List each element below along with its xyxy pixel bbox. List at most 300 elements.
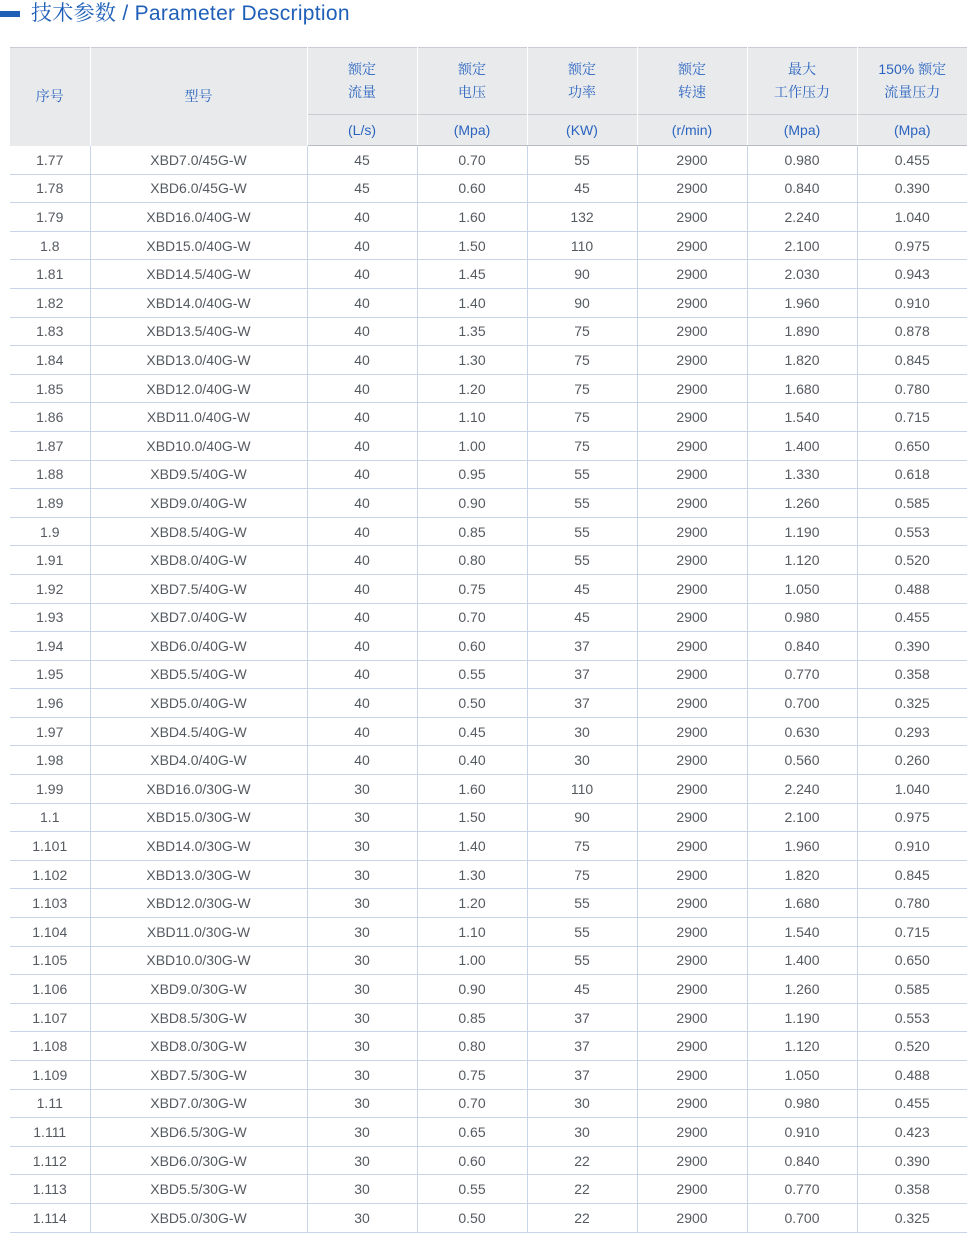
cell-model: XBD6.0/45G-W xyxy=(90,174,307,203)
cell-rated-pressure: 0.60 xyxy=(417,632,527,661)
table-row xyxy=(10,231,967,260)
cell-model: XBD4.0/40G-W xyxy=(90,746,307,775)
table-row xyxy=(10,288,967,317)
cell-rated-flow: 45 xyxy=(307,146,417,175)
cell-rated-flow: 40 xyxy=(307,603,417,632)
cell-max-working-pressure: 0.980 xyxy=(747,603,857,632)
cell-rated-pressure: 0.95 xyxy=(417,460,527,489)
cell-rated-speed: 2900 xyxy=(637,317,747,346)
cell-index: 1.111 xyxy=(10,1118,90,1147)
column-header-rated-pressure: 额定 电压 xyxy=(417,48,527,115)
cell-index: 1.8 xyxy=(10,231,90,260)
column-header-index: 序号 xyxy=(10,48,90,146)
cell-rated-power: 45 xyxy=(527,574,637,603)
cell-model: XBD13.0/30G-W xyxy=(90,860,307,889)
cell-rated-power: 37 xyxy=(527,1003,637,1032)
cell-index: 1.97 xyxy=(10,717,90,746)
cell-index: 1.104 xyxy=(10,918,90,947)
table-row xyxy=(10,146,967,175)
cell-rated-speed: 2900 xyxy=(637,660,747,689)
unit-rated-flow: (L/s) xyxy=(307,115,417,146)
table-row xyxy=(10,1061,967,1090)
cell-150-flow-pressure: 0.325 xyxy=(857,689,967,718)
cell-max-working-pressure: 2.100 xyxy=(747,231,857,260)
cell-rated-flow: 30 xyxy=(307,775,417,804)
cell-rated-flow: 40 xyxy=(307,260,417,289)
cell-rated-power: 30 xyxy=(527,1089,637,1118)
cell-rated-pressure: 0.90 xyxy=(417,489,527,518)
cell-model: XBD8.5/30G-W xyxy=(90,1003,307,1032)
cell-rated-pressure: 1.20 xyxy=(417,374,527,403)
cell-max-working-pressure: 1.260 xyxy=(747,975,857,1004)
cell-rated-flow: 40 xyxy=(307,288,417,317)
cell-index: 1.98 xyxy=(10,746,90,775)
cell-model: XBD15.0/30G-W xyxy=(90,803,307,832)
cell-rated-pressure: 1.10 xyxy=(417,403,527,432)
cell-model: XBD7.0/40G-W xyxy=(90,603,307,632)
column-header-max-working-pressure: 最大 工作压力 xyxy=(747,48,857,115)
table-row xyxy=(10,803,967,832)
cell-rated-flow: 40 xyxy=(307,574,417,603)
cell-rated-speed: 2900 xyxy=(637,1118,747,1147)
cell-rated-pressure: 0.55 xyxy=(417,1175,527,1204)
cell-150-flow-pressure: 0.780 xyxy=(857,374,967,403)
table-row xyxy=(10,1089,967,1118)
cell-150-flow-pressure: 0.650 xyxy=(857,431,967,460)
cell-rated-pressure: 1.00 xyxy=(417,946,527,975)
cell-rated-flow: 40 xyxy=(307,346,417,375)
cell-rated-pressure: 0.70 xyxy=(417,1089,527,1118)
cell-rated-pressure: 0.80 xyxy=(417,1032,527,1061)
cell-150-flow-pressure: 0.650 xyxy=(857,946,967,975)
cell-max-working-pressure: 1.400 xyxy=(747,946,857,975)
cell-rated-power: 37 xyxy=(527,1032,637,1061)
cell-index: 1.101 xyxy=(10,832,90,861)
cell-max-working-pressure: 1.540 xyxy=(747,403,857,432)
cell-rated-power: 22 xyxy=(527,1146,637,1175)
cell-rated-flow: 40 xyxy=(307,431,417,460)
cell-150-flow-pressure: 0.910 xyxy=(857,288,967,317)
cell-150-flow-pressure: 0.293 xyxy=(857,717,967,746)
table-row xyxy=(10,860,967,889)
table-row xyxy=(10,203,967,232)
cell-max-working-pressure: 1.330 xyxy=(747,460,857,489)
table-row xyxy=(10,260,967,289)
cell-rated-flow: 30 xyxy=(307,918,417,947)
cell-rated-speed: 2900 xyxy=(637,231,747,260)
cell-model: XBD6.0/30G-W xyxy=(90,1146,307,1175)
cell-rated-pressure: 0.50 xyxy=(417,1203,527,1232)
cell-max-working-pressure: 0.630 xyxy=(747,717,857,746)
table-row xyxy=(10,317,967,346)
cell-model: XBD14.5/40G-W xyxy=(90,260,307,289)
cell-rated-pressure: 0.60 xyxy=(417,1146,527,1175)
cell-rated-power: 37 xyxy=(527,632,637,661)
cell-rated-pressure: 0.80 xyxy=(417,546,527,575)
cell-150-flow-pressure: 0.878 xyxy=(857,317,967,346)
unit-rated-speed: (r/min) xyxy=(637,115,747,146)
cell-index: 1.93 xyxy=(10,603,90,632)
cell-150-flow-pressure: 0.358 xyxy=(857,1175,967,1204)
cell-rated-speed: 2900 xyxy=(637,174,747,203)
cell-rated-flow: 30 xyxy=(307,860,417,889)
cell-rated-pressure: 0.65 xyxy=(417,1118,527,1147)
table-row xyxy=(10,660,967,689)
cell-rated-pressure: 0.50 xyxy=(417,689,527,718)
table-row xyxy=(10,832,967,861)
cell-max-working-pressure: 0.770 xyxy=(747,1175,857,1204)
cell-model: XBD13.5/40G-W xyxy=(90,317,307,346)
cell-model: XBD12.0/30G-W xyxy=(90,889,307,918)
cell-rated-flow: 40 xyxy=(307,546,417,575)
cell-max-working-pressure: 2.100 xyxy=(747,803,857,832)
table-row xyxy=(10,632,967,661)
cell-index: 1.99 xyxy=(10,775,90,804)
cell-150-flow-pressure: 0.715 xyxy=(857,403,967,432)
parameter-table xyxy=(10,47,967,1233)
cell-rated-flow: 40 xyxy=(307,403,417,432)
cell-rated-flow: 40 xyxy=(307,203,417,232)
cell-model: XBD8.5/40G-W xyxy=(90,517,307,546)
cell-150-flow-pressure: 0.520 xyxy=(857,546,967,575)
cell-150-flow-pressure: 0.975 xyxy=(857,803,967,832)
cell-rated-speed: 2900 xyxy=(637,489,747,518)
cell-rated-flow: 40 xyxy=(307,231,417,260)
cell-max-working-pressure: 1.960 xyxy=(747,832,857,861)
cell-rated-speed: 2900 xyxy=(637,431,747,460)
cell-rated-speed: 2900 xyxy=(637,146,747,175)
cell-rated-flow: 45 xyxy=(307,174,417,203)
cell-150-flow-pressure: 0.975 xyxy=(857,231,967,260)
cell-max-working-pressure: 0.980 xyxy=(747,146,857,175)
cell-model: XBD8.0/40G-W xyxy=(90,546,307,575)
cell-index: 1.109 xyxy=(10,1061,90,1090)
cell-rated-power: 132 xyxy=(527,203,637,232)
cell-max-working-pressure: 0.700 xyxy=(747,689,857,718)
cell-max-working-pressure: 1.190 xyxy=(747,1003,857,1032)
cell-index: 1.91 xyxy=(10,546,90,575)
table-row xyxy=(10,603,967,632)
cell-rated-power: 55 xyxy=(527,460,637,489)
cell-rated-speed: 2900 xyxy=(637,574,747,603)
cell-max-working-pressure: 0.840 xyxy=(747,632,857,661)
cell-rated-power: 55 xyxy=(527,489,637,518)
cell-max-working-pressure: 1.120 xyxy=(747,1032,857,1061)
unit-max-working-pressure: (Mpa) xyxy=(747,115,857,146)
section-header xyxy=(0,0,969,32)
table-row xyxy=(10,746,967,775)
cell-rated-power: 90 xyxy=(527,803,637,832)
unit-rated-pressure: (Mpa) xyxy=(417,115,527,146)
cell-rated-power: 75 xyxy=(527,346,637,375)
cell-150-flow-pressure: 0.618 xyxy=(857,460,967,489)
cell-model: XBD14.0/40G-W xyxy=(90,288,307,317)
cell-rated-power: 75 xyxy=(527,431,637,460)
cell-rated-flow: 30 xyxy=(307,1061,417,1090)
cell-rated-power: 75 xyxy=(527,832,637,861)
cell-index: 1.92 xyxy=(10,574,90,603)
table-row xyxy=(10,689,967,718)
cell-rated-flow: 40 xyxy=(307,689,417,718)
cell-model: XBD7.5/40G-W xyxy=(90,574,307,603)
cell-max-working-pressure: 1.120 xyxy=(747,546,857,575)
cell-150-flow-pressure: 0.390 xyxy=(857,632,967,661)
table-row xyxy=(10,975,967,1004)
cell-max-working-pressure: 1.050 xyxy=(747,574,857,603)
cell-rated-power: 75 xyxy=(527,374,637,403)
cell-rated-pressure: 1.30 xyxy=(417,346,527,375)
cell-model: XBD16.0/30G-W xyxy=(90,775,307,804)
cell-rated-pressure: 1.35 xyxy=(417,317,527,346)
cell-rated-pressure: 0.60 xyxy=(417,174,527,203)
cell-rated-pressure: 0.70 xyxy=(417,146,527,175)
cell-150-flow-pressure: 0.910 xyxy=(857,832,967,861)
cell-model: XBD7.0/45G-W xyxy=(90,146,307,175)
cell-max-working-pressure: 1.890 xyxy=(747,317,857,346)
cell-rated-flow: 30 xyxy=(307,1118,417,1147)
cell-rated-pressure: 0.75 xyxy=(417,1061,527,1090)
cell-rated-flow: 40 xyxy=(307,632,417,661)
cell-rated-flow: 30 xyxy=(307,1146,417,1175)
cell-model: XBD10.0/30G-W xyxy=(90,946,307,975)
cell-150-flow-pressure: 0.390 xyxy=(857,174,967,203)
cell-model: XBD11.0/40G-W xyxy=(90,403,307,432)
cell-max-working-pressure: 1.820 xyxy=(747,346,857,375)
cell-model: XBD5.5/30G-W xyxy=(90,1175,307,1204)
cell-rated-flow: 30 xyxy=(307,1089,417,1118)
table-row xyxy=(10,918,967,947)
column-header-150-flow-pressure: 150% 额定 流量压力 xyxy=(857,48,967,115)
cell-rated-flow: 30 xyxy=(307,1175,417,1204)
cell-rated-pressure: 1.50 xyxy=(417,803,527,832)
cell-max-working-pressure: 1.960 xyxy=(747,288,857,317)
cell-rated-flow: 40 xyxy=(307,660,417,689)
cell-index: 1.83 xyxy=(10,317,90,346)
cell-150-flow-pressure: 0.943 xyxy=(857,260,967,289)
cell-rated-speed: 2900 xyxy=(637,260,747,289)
cell-rated-power: 75 xyxy=(527,403,637,432)
cell-index: 1.114 xyxy=(10,1203,90,1232)
table-row xyxy=(10,1118,967,1147)
cell-rated-pressure: 1.10 xyxy=(417,918,527,947)
cell-150-flow-pressure: 0.455 xyxy=(857,603,967,632)
cell-index: 1.107 xyxy=(10,1003,90,1032)
cell-rated-power: 37 xyxy=(527,1061,637,1090)
title-accent-bar xyxy=(0,11,20,17)
cell-rated-power: 55 xyxy=(527,517,637,546)
cell-model: XBD16.0/40G-W xyxy=(90,203,307,232)
table-row xyxy=(10,1203,967,1232)
cell-index: 1.11 xyxy=(10,1089,90,1118)
cell-rated-power: 110 xyxy=(527,775,637,804)
cell-150-flow-pressure: 0.780 xyxy=(857,889,967,918)
table-row xyxy=(10,403,967,432)
cell-model: XBD6.5/30G-W xyxy=(90,1118,307,1147)
table-row xyxy=(10,374,967,403)
cell-model: XBD11.0/30G-W xyxy=(90,918,307,947)
cell-rated-pressure: 1.60 xyxy=(417,203,527,232)
cell-model: XBD4.5/40G-W xyxy=(90,717,307,746)
cell-model: XBD12.0/40G-W xyxy=(90,374,307,403)
cell-rated-speed: 2900 xyxy=(637,1032,747,1061)
cell-rated-flow: 40 xyxy=(307,746,417,775)
table-row xyxy=(10,1003,967,1032)
cell-max-working-pressure: 1.540 xyxy=(747,918,857,947)
cell-rated-power: 22 xyxy=(527,1175,637,1204)
cell-model: XBD6.0/40G-W xyxy=(90,632,307,661)
cell-rated-speed: 2900 xyxy=(637,860,747,889)
cell-max-working-pressure: 1.820 xyxy=(747,860,857,889)
cell-rated-pressure: 1.40 xyxy=(417,832,527,861)
table-body xyxy=(10,146,967,1233)
cell-rated-power: 30 xyxy=(527,746,637,775)
cell-index: 1.96 xyxy=(10,689,90,718)
cell-150-flow-pressure: 0.715 xyxy=(857,918,967,947)
cell-rated-pressure: 0.45 xyxy=(417,717,527,746)
cell-rated-flow: 30 xyxy=(307,803,417,832)
cell-rated-speed: 2900 xyxy=(637,975,747,1004)
cell-index: 1.87 xyxy=(10,431,90,460)
cell-index: 1.88 xyxy=(10,460,90,489)
cell-rated-flow: 30 xyxy=(307,946,417,975)
cell-rated-power: 75 xyxy=(527,860,637,889)
column-header-rated-power: 额定 功率 xyxy=(527,48,637,115)
cell-150-flow-pressure: 0.260 xyxy=(857,746,967,775)
cell-model: XBD5.5/40G-W xyxy=(90,660,307,689)
cell-rated-pressure: 0.85 xyxy=(417,1003,527,1032)
cell-rated-speed: 2900 xyxy=(637,775,747,804)
cell-150-flow-pressure: 1.040 xyxy=(857,775,967,804)
cell-index: 1.89 xyxy=(10,489,90,518)
cell-index: 1.102 xyxy=(10,860,90,889)
column-header-model: 型号 xyxy=(90,48,307,146)
cell-rated-pressure: 0.55 xyxy=(417,660,527,689)
cell-rated-speed: 2900 xyxy=(637,717,747,746)
cell-rated-power: 55 xyxy=(527,918,637,947)
cell-150-flow-pressure: 0.520 xyxy=(857,1032,967,1061)
table-row xyxy=(10,174,967,203)
cell-rated-pressure: 1.60 xyxy=(417,775,527,804)
cell-rated-speed: 2900 xyxy=(637,889,747,918)
cell-150-flow-pressure: 0.585 xyxy=(857,489,967,518)
cell-model: XBD9.0/30G-W xyxy=(90,975,307,1004)
cell-rated-pressure: 0.75 xyxy=(417,574,527,603)
cell-index: 1.77 xyxy=(10,146,90,175)
cell-rated-power: 55 xyxy=(527,889,637,918)
cell-rated-power: 30 xyxy=(527,1118,637,1147)
table-row xyxy=(10,889,967,918)
cell-150-flow-pressure: 0.423 xyxy=(857,1118,967,1147)
cell-index: 1.79 xyxy=(10,203,90,232)
cell-model: XBD15.0/40G-W xyxy=(90,231,307,260)
table-header xyxy=(10,48,967,146)
cell-max-working-pressure: 0.560 xyxy=(747,746,857,775)
cell-index: 1.84 xyxy=(10,346,90,375)
cell-max-working-pressure: 1.680 xyxy=(747,889,857,918)
column-header-rated-speed: 额定 转速 xyxy=(637,48,747,115)
cell-150-flow-pressure: 0.455 xyxy=(857,1089,967,1118)
cell-150-flow-pressure: 0.358 xyxy=(857,660,967,689)
cell-rated-speed: 2900 xyxy=(637,1003,747,1032)
cell-150-flow-pressure: 0.845 xyxy=(857,346,967,375)
cell-max-working-pressure: 1.190 xyxy=(747,517,857,546)
cell-max-working-pressure: 2.240 xyxy=(747,203,857,232)
cell-index: 1.86 xyxy=(10,403,90,432)
cell-rated-speed: 2900 xyxy=(637,803,747,832)
cell-rated-speed: 2900 xyxy=(637,517,747,546)
cell-index: 1.106 xyxy=(10,975,90,1004)
cell-rated-pressure: 0.90 xyxy=(417,975,527,1004)
cell-150-flow-pressure: 0.845 xyxy=(857,860,967,889)
cell-rated-flow: 40 xyxy=(307,717,417,746)
table-row xyxy=(10,546,967,575)
cell-rated-pressure: 1.45 xyxy=(417,260,527,289)
cell-index: 1.94 xyxy=(10,632,90,661)
page-title: 技术参数 / Parameter Description xyxy=(31,2,350,25)
cell-index: 1.112 xyxy=(10,1146,90,1175)
cell-rated-pressure: 1.50 xyxy=(417,231,527,260)
cell-rated-flow: 40 xyxy=(307,317,417,346)
cell-rated-speed: 2900 xyxy=(637,918,747,947)
cell-rated-speed: 2900 xyxy=(637,746,747,775)
cell-rated-speed: 2900 xyxy=(637,1175,747,1204)
cell-index: 1.9 xyxy=(10,517,90,546)
cell-rated-speed: 2900 xyxy=(637,1089,747,1118)
cell-150-flow-pressure: 0.390 xyxy=(857,1146,967,1175)
cell-model: XBD5.0/30G-W xyxy=(90,1203,307,1232)
cell-rated-pressure: 1.40 xyxy=(417,288,527,317)
cell-rated-flow: 30 xyxy=(307,975,417,1004)
cell-rated-power: 90 xyxy=(527,260,637,289)
table-row xyxy=(10,946,967,975)
cell-model: XBD13.0/40G-W xyxy=(90,346,307,375)
cell-rated-speed: 2900 xyxy=(637,1146,747,1175)
cell-rated-flow: 30 xyxy=(307,1032,417,1061)
cell-model: XBD7.0/30G-W xyxy=(90,1089,307,1118)
cell-rated-flow: 30 xyxy=(307,832,417,861)
cell-rated-speed: 2900 xyxy=(637,288,747,317)
cell-index: 1.85 xyxy=(10,374,90,403)
cell-max-working-pressure: 1.680 xyxy=(747,374,857,403)
cell-150-flow-pressure: 0.488 xyxy=(857,1061,967,1090)
cell-rated-speed: 2900 xyxy=(637,346,747,375)
cell-150-flow-pressure: 0.553 xyxy=(857,517,967,546)
cell-150-flow-pressure: 0.585 xyxy=(857,975,967,1004)
cell-rated-speed: 2900 xyxy=(637,832,747,861)
cell-index: 1.82 xyxy=(10,288,90,317)
cell-rated-power: 30 xyxy=(527,717,637,746)
table-row xyxy=(10,717,967,746)
table-row xyxy=(10,775,967,804)
cell-rated-flow: 40 xyxy=(307,489,417,518)
cell-rated-flow: 30 xyxy=(307,1003,417,1032)
table-row xyxy=(10,489,967,518)
cell-rated-power: 45 xyxy=(527,603,637,632)
cell-max-working-pressure: 0.840 xyxy=(747,174,857,203)
cell-150-flow-pressure: 1.040 xyxy=(857,203,967,232)
cell-rated-speed: 2900 xyxy=(637,689,747,718)
cell-rated-pressure: 0.70 xyxy=(417,603,527,632)
cell-rated-power: 75 xyxy=(527,317,637,346)
cell-max-working-pressure: 2.240 xyxy=(747,775,857,804)
table-row xyxy=(10,460,967,489)
cell-rated-pressure: 1.30 xyxy=(417,860,527,889)
cell-rated-power: 22 xyxy=(527,1203,637,1232)
cell-rated-speed: 2900 xyxy=(637,1061,747,1090)
cell-rated-flow: 40 xyxy=(307,460,417,489)
cell-rated-power: 55 xyxy=(527,146,637,175)
cell-rated-speed: 2900 xyxy=(637,374,747,403)
